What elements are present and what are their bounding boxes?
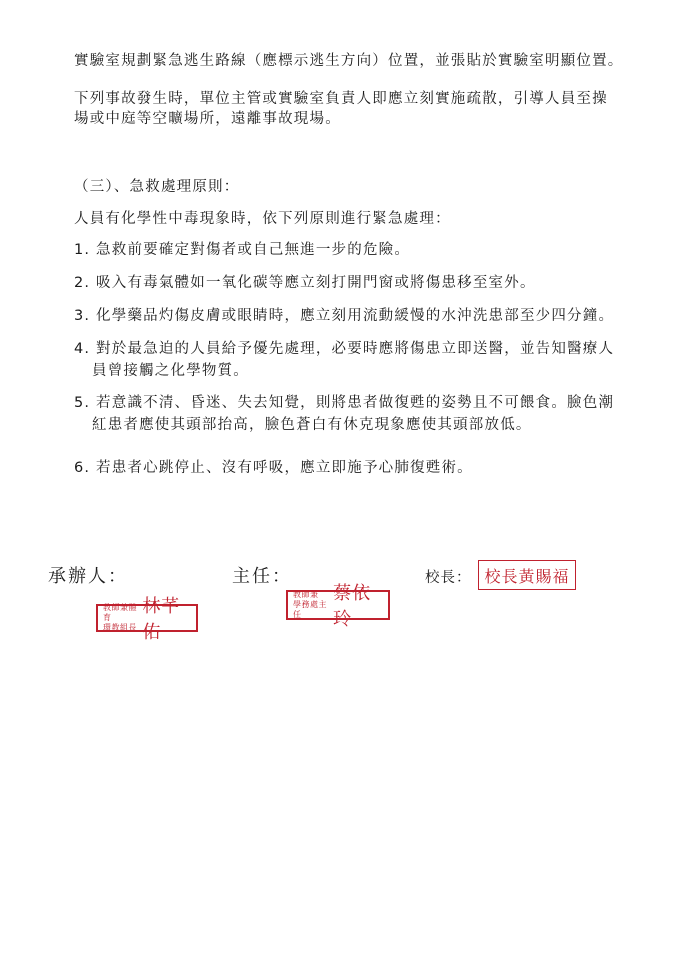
handler-seal-title-line: 教師兼體育 <box>103 603 137 622</box>
list-item-continuation: 紅患者應使其頭部抬高，臉色蒼白有休克現象應使其頭部放低。 <box>92 417 532 433</box>
handler-seal <box>96 596 198 643</box>
section-intro: 人員有化學性中毒現象時，依下列原則進行緊急處理： <box>74 211 451 227</box>
handler-seal-name: 林芊佑 <box>142 596 181 643</box>
paragraph-line: 下列事故發生時，單位主管或實驗室負責人即應立刻實施疏散，引導人員至操 <box>74 91 608 107</box>
list-item: 2. 吸入有毒氣體如一氧化碳等應立刻打開門窗或將傷患移至室外。 <box>74 275 536 291</box>
director-seal-name: 蔡依玲 <box>333 583 372 630</box>
paragraph-line: 場或中庭等空曠場所，遠離事故現場。 <box>74 111 341 127</box>
director-seal <box>286 583 390 630</box>
list-item: 4. 對於最急迫的人員給予優先處理，必要時應將傷患立即送醫，並告知醫療人 <box>74 341 615 357</box>
section-heading: （三）、急救處理原則： <box>74 179 240 195</box>
list-item-continuation: 員曾接觸之化學物質。 <box>92 363 249 379</box>
director-label: 主任： <box>232 566 292 587</box>
director-seal-title-line: 教師兼 <box>293 590 319 599</box>
list-item: 1. 急救前要確定對傷者或自己無進一步的危險。 <box>74 242 411 258</box>
list-item: 3. 化學藥品灼傷皮膚或眼睛時，應立刻用流動緩慢的水沖洗患部至少四分鐘。 <box>74 308 615 324</box>
principal-seal <box>478 560 576 590</box>
principal-seal-text: 校長黃賜福 <box>484 566 570 586</box>
list-item: 6. 若患者心跳停止、沒有呼吸，應立即施予心肺復甦術。 <box>74 460 473 476</box>
handler-seal-title <box>103 603 139 633</box>
principal-label: 校長： <box>425 570 472 586</box>
handler-label: 承辦人： <box>48 566 128 587</box>
director-seal-title-line: 學務處主任 <box>293 600 327 619</box>
director-seal-title <box>293 590 330 620</box>
handler-seal-title-line: 環教組長 <box>103 623 137 632</box>
list-item: 5. 若意識不清、昏迷、失去知覺，則將患者做復甦的姿勢且不可餵食。臉色潮 <box>74 395 615 411</box>
paragraph-line: 實驗室規劃緊急逃生路線（應標示逃生方向）位置，並張貼於實驗室明顯位置。 <box>74 53 624 69</box>
